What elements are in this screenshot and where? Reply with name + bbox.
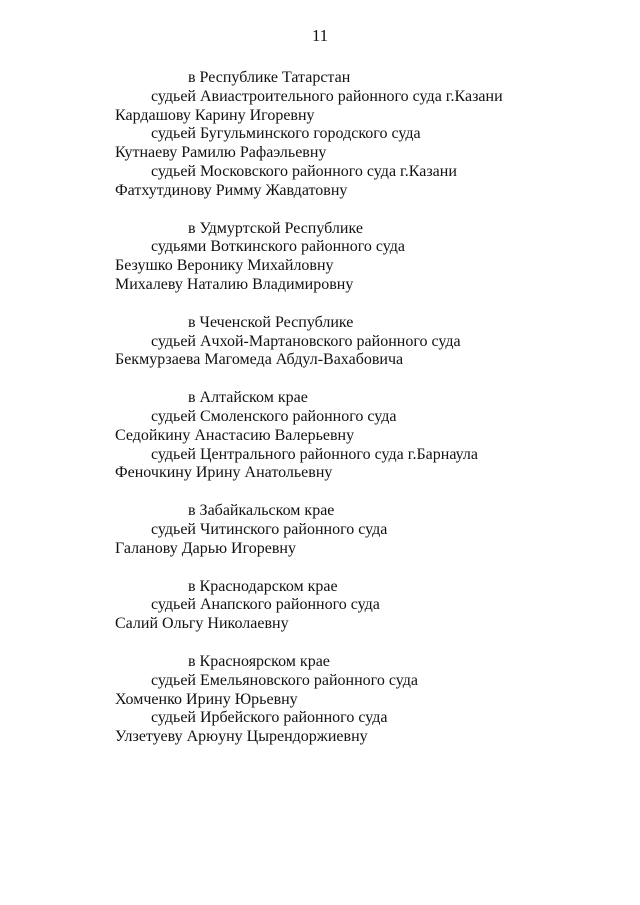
person-name: Безушко Веронику Михайловну [115, 257, 334, 275]
region-heading: в Удмуртской Республике [188, 219, 363, 237]
person-name: Бекмурзаева Магомеда Абдул-Вахабовича [115, 351, 404, 369]
court-line: судьей Анапского районного суда [151, 596, 380, 614]
court-line: судьей Центрального районного суда г.Барнаула [151, 445, 478, 463]
person-name: Галанову Дарью Игоревну [115, 539, 296, 557]
court-line: судьей Московского районного суда г.Казани [151, 162, 457, 180]
person-name: Салий Ольгу Николаевну [115, 615, 289, 633]
person-name: Улзетуеву Арюуну Цырендоржиевну [115, 728, 368, 746]
region-heading: в Республике Татарстан [188, 69, 351, 86]
court-line: судьей Авиастроительного районного суда г.Казани [151, 87, 503, 105]
region-heading: в Красноярском крае [188, 652, 330, 670]
court-line: судьей Бугульминского городского суда [151, 125, 421, 143]
person-name: Кутнаеву Рамилю Рафаэльевну [115, 144, 327, 162]
court-line: судьей Читинского районного суда [151, 520, 388, 538]
person-name: Хомченко Ирину Юрьевну [115, 690, 298, 708]
region-heading: в Забайкальском крае [188, 502, 335, 520]
person-name: Кардашову Карину Игоревну [115, 106, 315, 124]
region-block [0, 69, 640, 201]
region-heading: в Краснодарском крае [188, 577, 338, 595]
court-line: судьей Смоленского районного суда [151, 407, 397, 425]
document-body [0, 69, 640, 747]
person-name: Фатхутдинову Римму Жавдатовну [115, 181, 348, 199]
page-number: 11 [311, 26, 329, 45]
region-block [0, 389, 640, 483]
region-heading: в Чеченской Республике [188, 313, 354, 331]
region-block [0, 578, 640, 634]
region-heading: в Алтайском крае [188, 389, 308, 407]
region-block [0, 314, 640, 370]
court-line: судьей Емельяновского районного суда [151, 671, 418, 689]
region-block [0, 653, 640, 747]
person-name: Феночкину Ирину Анатольевну [115, 464, 333, 482]
court-line: судьей Ирбейского районного суда [151, 709, 388, 727]
court-line: судьями Воткинского районного суда [151, 238, 406, 256]
region-block [0, 502, 640, 558]
person-name: Седойкину Анастасию Валерьевну [115, 426, 355, 444]
court-line: судьей Ачхой-Мартановского районного суда [151, 332, 461, 350]
person-name: Михалеву Наталию Владимировну [115, 275, 354, 293]
region-block [0, 220, 640, 295]
